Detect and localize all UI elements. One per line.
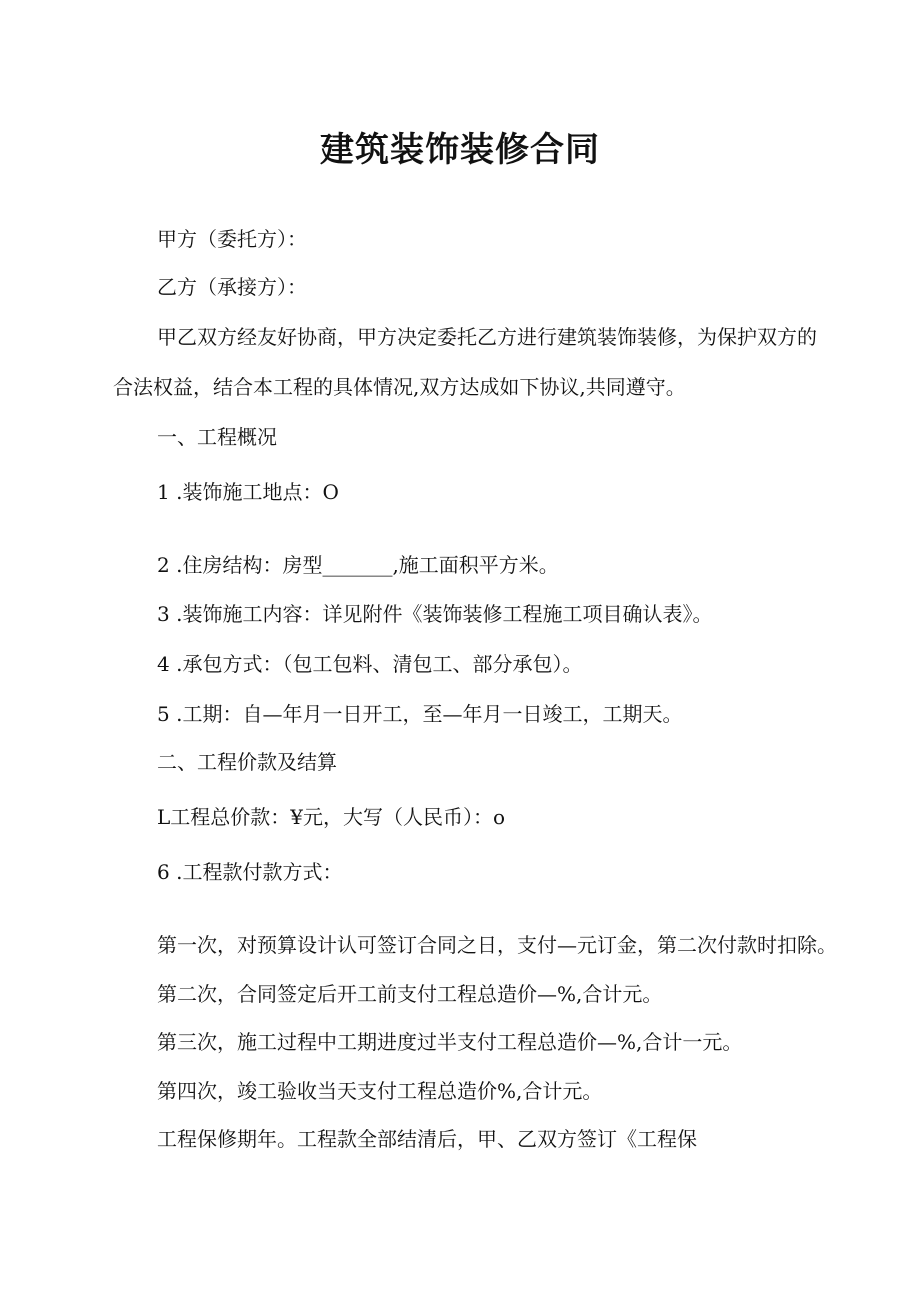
clause-6-payment-method: 6 .工程款付款方式： bbox=[157, 860, 343, 884]
intro-paragraph-line-2: 合法权益，结合本工程的具体情况,双方达成如下协议,共同遵守。 bbox=[113, 375, 686, 399]
payment-third: 第三次，施工过程中工期进度过半支付工程总造价—%,合计一元。 bbox=[157, 1030, 743, 1054]
intro-paragraph-line-1: 甲乙双方经友好协商，甲方决定委托乙方进行建筑装饰装修，为保护双方的 bbox=[157, 325, 817, 349]
document-title: 建筑装饰装修合同 bbox=[320, 130, 600, 170]
party-b-line: 乙方（承接方）： bbox=[157, 275, 307, 299]
clause-4-contract-mode: 4 .承包方式：（包工包料、清包工、部分承包）。 bbox=[157, 652, 583, 676]
section-heading-overview: 一、工程概况 bbox=[157, 425, 277, 449]
clause-3-content: 3 .装饰施工内容：详见附件《装饰装修工程施工项目确认表》。 bbox=[157, 602, 713, 626]
warranty-line: 工程保修期年。工程款全部结清后，甲、乙双方签订《工程保 bbox=[157, 1127, 697, 1151]
clause-5-duration: 5 .工期：自—年月一日开工，至—年月一日竣工，工期天。 bbox=[157, 702, 683, 726]
party-a-line: 甲方（委托方）： bbox=[157, 227, 307, 251]
payment-fourth: 第四次，竣工验收当天支付工程总造价%,合计元。 bbox=[157, 1079, 603, 1103]
clause-total-price: L工程总价款：¥元，大写（人民币）：o bbox=[157, 805, 506, 829]
clause-2-structure: 2 .住房结构：房型_______,施工面积平方米。 bbox=[157, 553, 559, 577]
payment-second: 第二次，合同签定后开工前支付工程总造价—%,合计元。 bbox=[157, 982, 663, 1006]
section-heading-price: 二、工程价款及结算 bbox=[157, 750, 337, 774]
clause-1-location: 1 .装饰施工地点：O bbox=[157, 480, 339, 504]
payment-first: 第一次，对预算设计认可签订合同之日，支付—元订金，第二次付款时扣除。 bbox=[157, 933, 837, 957]
